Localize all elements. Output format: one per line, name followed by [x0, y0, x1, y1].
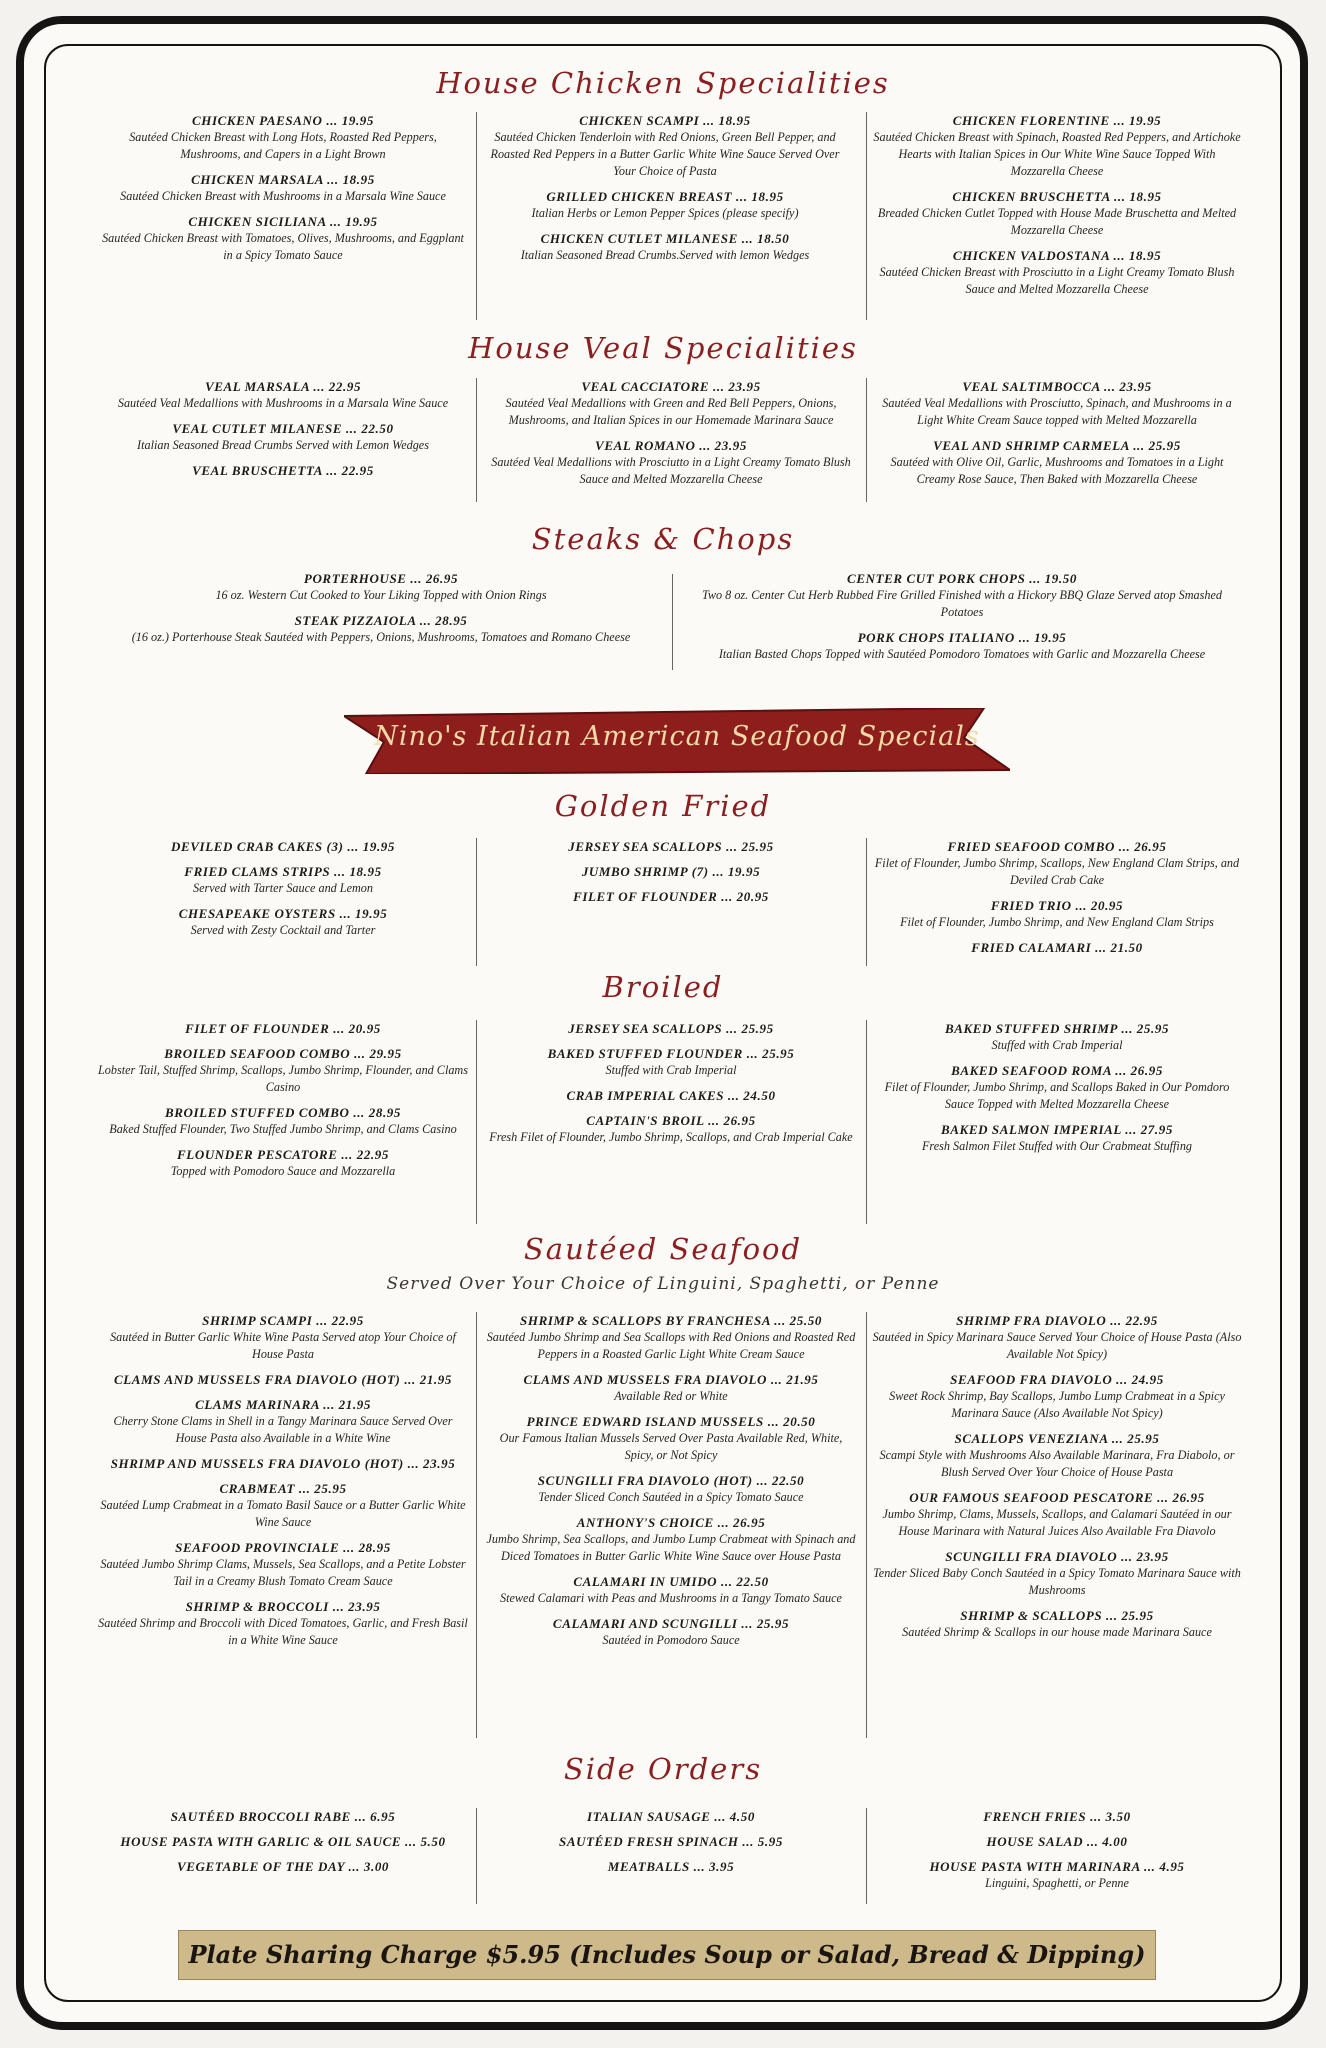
menu-item-name-price: SHRIMP SCAMPI ... 22.95 [202, 1313, 364, 1328]
menu-item [484, 1472, 858, 1506]
menu-item-name-price: VEAL CUTLET MILANESE ... 22.50 [172, 421, 394, 436]
menu-item [98, 863, 468, 897]
steaks-column-1 [96, 570, 666, 654]
menu-item [98, 1146, 468, 1180]
menu-item-name-price: CLAMS MARINARA ... 21.95 [195, 1397, 371, 1412]
menu-item [484, 1312, 858, 1363]
menu-item-name-price: FRIED SEAFOOD COMBO ... 26.95 [947, 839, 1167, 854]
menu-item-name-price: CHICKEN SCAMPI ... 18.95 [579, 113, 751, 128]
menu-item-name-price: VEAL MARSALA ... 22.95 [204, 379, 362, 394]
menu-item [872, 188, 1242, 239]
column-divider [866, 838, 867, 966]
menu-item [484, 1413, 858, 1464]
menu-item [872, 1808, 1242, 1825]
menu-item-description: Sautéed Jumbo Shrimp Clams, Mussels, Sea Scallops, and a Petite Lobster Tail in a Creamy Blush Tomato Cream Sauce [100, 1557, 466, 1588]
menu-item-description: Scampi Style with Mushrooms Also Available Marinara, Fra Diabolo, or Blush Served Over Your Choice of House Pasta [879, 1448, 1235, 1479]
menu-item [872, 247, 1242, 298]
menu-item-name-price: CHICKEN PAESANO ... 19.95 [192, 113, 374, 128]
side-orders-column-2 [484, 1808, 858, 1883]
menu-item-description: Sautéed Veal Medallions with Mushrooms in a Marsala Wine Sauce [117, 396, 449, 410]
menu-item [872, 1062, 1242, 1113]
menu-item-name-price: HOUSE SALAD ... 4.00 [986, 1834, 1128, 1849]
menu-item [872, 1489, 1242, 1540]
menu-item [484, 863, 858, 880]
menu-item-description: (16 oz.) Porterhouse Steak Sautéed with Peppers, Onions, Mushrooms, Tomatoes and Romano Cheese [131, 630, 631, 644]
menu-item-description: Sautéed Shrimp and Broccoli with Diced Tomatoes, Garlic, and Fresh Basil in a White Wine Sauce [98, 1616, 468, 1647]
menu-item-name-price: SHRIMP & BROCCOLI ... 23.95 [185, 1599, 381, 1614]
menu-item-name-price: PORTERHOUSE ... 26.95 [303, 571, 459, 586]
veal-column-1 [98, 378, 468, 487]
menu-item [98, 462, 468, 479]
menu-item [680, 629, 1244, 663]
column-divider [476, 378, 477, 502]
menu-item-name-price: VEAL ROMANO ... 23.95 [595, 438, 747, 453]
menu-item [98, 1371, 468, 1388]
column-divider [476, 1312, 477, 1738]
menu-item-name-price: FRIED CLAMS STRIPS ... 18.95 [184, 864, 382, 879]
menu-item [98, 1598, 468, 1649]
menu-item-description: Jumbo Shrimp, Clams, Mussels, Scallops, and Calamari Sautéed in our House Marinara with Natural Juices Also Available Fra Diavolo [882, 1507, 1232, 1538]
menu-item [98, 1396, 468, 1447]
menu-item-name-price: CHESAPEAKE OYSTERS ... 19.95 [178, 906, 388, 921]
menu-item-description: Linguini, Spaghetti, or Penne [985, 1876, 1129, 1890]
column-divider [672, 574, 673, 670]
sauteed-subtitle: Served Over Your Choice of Linguini, Spaghetti, or Penne [386, 1274, 940, 1294]
menu-item-name-price: CAPTAIN'S BROIL ... 26.95 [586, 1113, 756, 1128]
menu-item [872, 112, 1242, 180]
menu-item [98, 905, 468, 939]
menu-item-description: Lobster Tail, Stuffed Shrimp, Scallops, Jumbo Shrimp, Flounder, and Clams Casino [98, 1063, 468, 1094]
menu-item-name-price: STEAK PIZZAIOLA ... 28.95 [294, 613, 468, 628]
menu-item [98, 1455, 468, 1472]
menu-item-description: Sautéed Shrimp & Scallops in our house made Marinara Sauce [902, 1625, 1212, 1639]
menu-item-name-price: CHICKEN VALDOSTANA ... 18.95 [952, 248, 1162, 263]
menu-item [98, 1833, 468, 1850]
menu-item-name-price: ITALIAN SAUSAGE ... 4.50 [587, 1809, 755, 1824]
menu-item [484, 1087, 858, 1104]
menu-item-description: Sautéed in Spicy Marinara Sauce Served Your Choice of House Pasta (Also Available Not Spicy) [872, 1330, 1242, 1361]
menu-item-name-price: SAUTÉED BROCCOLI RABE ... 6.95 [170, 1809, 396, 1824]
menu-item-description: Tender Sliced Conch Sautéed in a Spicy Tomato Sauce [538, 1490, 804, 1504]
menu-item-name-price: FILET OF FLOUNDER ... 20.95 [185, 1021, 381, 1036]
menu-item-description: Stuffed with Crab Imperial [605, 1063, 737, 1077]
menu-item-name-price: CHICKEN FLORENTINE ... 19.95 [952, 113, 1162, 128]
menu-item [872, 378, 1242, 429]
menu-item-description: Sautéed with Olive Oil, Garlic, Mushrooms and Tomatoes in a Light Creamy Rose Sauce, Then Baked with Mozzarella Cheese [890, 455, 1224, 486]
menu-item [872, 939, 1242, 956]
menu-item-name-price: SHRIMP & SCALLOPS ... 25.95 [960, 1608, 1154, 1623]
sauteed-column-3 [872, 1312, 1242, 1649]
menu-item-name-price: FLOUNDER PESCATORE ... 22.95 [177, 1147, 389, 1162]
menu-item-description: Two 8 oz. Center Cut Herb Rubbed Fire Grilled Finished with a Hickory BBQ Glaze Served atop Smashed Potatoes [702, 588, 1222, 619]
menu-item-description: Filet of Flounder, Jumbo Shrimp, and Scallops Baked in Our Pomdoro Sauce Topped with Melted Mozzarella Cheese [884, 1080, 1230, 1111]
menu-item [872, 1833, 1242, 1850]
menu-item [484, 1833, 858, 1850]
chicken-column-3 [872, 112, 1242, 306]
menu-item-name-price: SHRIMP FRA DIAVOLO ... 22.95 [956, 1313, 1158, 1328]
golden-fried-column-3 [872, 838, 1242, 964]
menu-item [96, 612, 666, 646]
menu-item [484, 1573, 858, 1607]
menu-item [484, 1045, 858, 1079]
menu-item [98, 1480, 468, 1531]
golden-fried-section-title: Golden Fried [554, 789, 772, 823]
side-orders-column-1 [98, 1808, 468, 1883]
menu-item-name-price: CLAMS AND MUSSELS FRA DIAVOLO (HOT) ... 21.95 [114, 1372, 452, 1387]
menu-item-name-price: VEGETABLE OF THE DAY ... 3.00 [176, 1859, 390, 1874]
menu-item-description: Topped with Pomodoro Sauce and Mozzarella [170, 1164, 396, 1178]
menu-item-description: Tender Sliced Baby Conch Sautéed in a Spicy Tomato Marinara Sauce with Mushrooms [873, 1566, 1241, 1597]
menu-item [484, 112, 846, 180]
column-divider [476, 1020, 477, 1224]
menu-item-name-price: CRAB IMPERIAL CAKES ... 24.50 [566, 1088, 776, 1103]
veal-section-title: House Veal Specialities [468, 331, 858, 365]
menu-item-description: Breaded Chicken Cutlet Topped with House Made Bruschetta and Melted Mozzarella Cheese [877, 206, 1237, 237]
menu-item-name-price: CHICKEN MARSALA ... 18.95 [191, 172, 375, 187]
menu-item-description: Sautéed in Pomodoro Sauce [602, 1633, 740, 1647]
menu-item-name-price: CLAMS AND MUSSELS FRA DIAVOLO ... 21.95 [523, 1372, 819, 1387]
menu-item-name-price: BAKED STUFFED FLOUNDER ... 25.95 [547, 1046, 795, 1061]
sauteed-column-1 [98, 1312, 468, 1657]
menu-item-name-price: VEAL AND SHRIMP CARMELA ... 25.95 [933, 438, 1181, 453]
menu-item-name-price: SCUNGILLI FRA DIAVOLO (HOT) ... 22.50 [537, 1473, 805, 1488]
column-divider [476, 838, 477, 966]
menu-item-description: Sautéed Chicken Breast with Tomatoes, Olives, Mushrooms, and Eggplant in a Spicy Tomato Sauce [102, 231, 464, 262]
menu-item-description: Available Red or White [614, 1389, 728, 1403]
column-divider [866, 1808, 867, 1904]
menu-item [872, 437, 1242, 488]
sauteed-section-title: Sautéed Seafood [523, 1232, 803, 1266]
menu-item-name-price: FRENCH FRIES ... 3.50 [983, 1809, 1131, 1824]
menu-item-description: Sautéed Chicken Breast with Prosciutto in a Light Creamy Tomato Blush Sauce and Melted Mozzarella Cheese [879, 265, 1235, 296]
menu-item-name-price: VEAL CACCIATORE ... 23.95 [581, 379, 761, 394]
menu-item-name-price: VEAL BRUSCHETTA ... 22.95 [192, 463, 374, 478]
chicken-column-2 [484, 112, 846, 272]
menu-item-name-price: JERSEY SEA SCALLOPS ... 25.95 [568, 1021, 774, 1036]
veal-column-3 [872, 378, 1242, 496]
menu-item [872, 1371, 1242, 1422]
menu-item-name-price: SEAFOOD PROVINCIALE ... 28.95 [175, 1540, 391, 1555]
menu-item [484, 1020, 858, 1037]
menu-item-description: Our Famous Italian Mussels Served Over Pasta Available Red, White, Spicy, or Not Spicy [499, 1431, 843, 1462]
menu-item [484, 188, 846, 222]
menu-item [98, 1858, 468, 1875]
menu-item-description: Filet of Flounder, Jumbo Shrimp, and New England Clam Strips [900, 915, 1214, 929]
menu-item-name-price: GRILLED CHICKEN BREAST ... 18.95 [546, 189, 784, 204]
golden-fried-column-2 [484, 838, 858, 913]
menu-item [484, 1514, 858, 1565]
column-divider [476, 1808, 477, 1904]
menu-item-name-price: BAKED SALMON IMPERIAL ... 27.95 [941, 1122, 1173, 1137]
menu-item-name-price: PRINCE EDWARD ISLAND MUSSELS ... 20.50 [526, 1414, 816, 1429]
menu-item-name-price: CALAMARI IN UMIDO ... 22.50 [573, 1574, 769, 1589]
side-orders-section-title: Side Orders [563, 1752, 763, 1786]
broiled-section-title: Broiled [602, 970, 724, 1004]
steaks-column-2 [680, 570, 1244, 671]
menu-item-description: Stewed Calamari with Peas and Mushrooms in a Tangy Tomato Sauce [500, 1591, 842, 1605]
menu-item-description: Sautéed Veal Medallions with Prosciutto in a Light Creamy Tomato Blush Sauce and Melted Mozzarella Cheese [491, 455, 851, 486]
menu-item-name-price: OUR FAMOUS SEAFOOD PESCATORE ... 26.95 [909, 1490, 1205, 1505]
menu-item [872, 1430, 1242, 1481]
menu-item-description: Fresh Filet of Flounder, Jumbo Shrimp, Scallops, and Crab Imperial Cake [489, 1130, 853, 1144]
menu-item-name-price: SEAFOOD FRA DIAVOLO ... 24.95 [950, 1372, 1164, 1387]
column-divider [866, 378, 867, 502]
golden-fried-column-1 [98, 838, 468, 947]
menu-item-description: Sautéed Chicken Breast with Spinach, Roasted Red Peppers, and Artichoke Hearts with Italian Spices in Our White Wine Sauce Topped With Mozzarella Cheese [873, 130, 1241, 178]
sauteed-column-2 [484, 1312, 858, 1657]
menu-item [872, 897, 1242, 931]
menu-item [98, 838, 468, 855]
menu-item-name-price: HOUSE PASTA WITH GARLIC & OIL SAUCE ... 5.50 [120, 1834, 446, 1849]
chicken-column-1 [98, 112, 468, 272]
menu-item [484, 378, 858, 429]
menu-item [98, 1808, 468, 1825]
menu-item-description: Italian Herbs or Lemon Pepper Spices (please specify) [531, 206, 799, 220]
menu-item-name-price: ANTHONY'S CHOICE ... 26.95 [576, 1515, 766, 1530]
menu-item [484, 1808, 858, 1825]
menu-item-description: Sweet Rock Shrimp, Bay Scallops, Jumbo Lump Crabmeat in a Spicy Marinara Sauce (Also Available Not Spicy) [889, 1389, 1225, 1420]
menu-item-name-price: SCUNGILLI FRA DIAVOLO ... 23.95 [945, 1549, 1169, 1564]
menu-item-name-price: FILET OF FLOUNDER ... 20.95 [573, 889, 769, 904]
menu-item [872, 1312, 1242, 1363]
menu-item-description: Served with Tarter Sauce and Lemon [193, 881, 373, 895]
menu-item-name-price: MEATBALLS ... 3.95 [607, 1859, 735, 1874]
menu-item-name-price: BAKED STUFFED SHRIMP ... 25.95 [944, 1021, 1170, 1036]
menu-item [872, 1020, 1242, 1054]
menu-item [484, 888, 858, 905]
menu-item-name-price: CENTER CUT PORK CHOPS ... 19.50 [847, 571, 1077, 586]
menu-item-description: Sautéed Lump Crabmeat in a Tomato Basil Sauce or a Butter Garlic White Wine Sauce [100, 1498, 466, 1529]
menu-item-name-price: CHICKEN SICILIANA ... 19.95 [188, 214, 378, 229]
menu-item [98, 1104, 468, 1138]
menu-item [484, 1858, 858, 1875]
menu-item-description: Fresh Salmon Filet Stuffed with Our Crabmeat Stuffing [921, 1139, 1193, 1153]
menu-item-name-price: SCALLOPS VENEZIANA ... 25.95 [954, 1431, 1160, 1446]
menu-item [872, 838, 1242, 889]
column-divider [476, 112, 477, 320]
menu-item [98, 420, 468, 454]
menu-item-name-price: CRABMEAT ... 25.95 [219, 1481, 347, 1496]
menu-item [484, 1112, 858, 1146]
menu-item-name-price: SHRIMP & SCALLOPS BY FRANCHESA ... 25.50 [520, 1313, 822, 1328]
menu-item [98, 1045, 468, 1096]
menu-item [872, 1548, 1242, 1599]
menu-item [872, 1607, 1242, 1641]
menu-item-description: Stuffed with Crab Imperial [991, 1038, 1123, 1052]
menu-item [680, 570, 1244, 621]
menu-item [98, 1539, 468, 1590]
menu-item [96, 570, 666, 604]
broiled-column-1 [98, 1020, 468, 1188]
menu-item-description: Sautéed Chicken Breast with Mushrooms in a Marsala Wine Sauce [120, 189, 446, 203]
steaks-section-title: Steaks & Chops [531, 522, 795, 556]
menu-item-name-price: VEAL SALTIMBOCCA ... 23.95 [962, 379, 1152, 394]
menu-item-description: Sautéed Veal Medallions with Green and Red Bell Peppers, Onions, Mushrooms, and Italian Spices in our Homemade Marinara Sauce [505, 396, 837, 427]
menu-item [98, 378, 468, 412]
menu-item [484, 1615, 858, 1649]
menu-item [98, 1020, 468, 1037]
menu-item-name-price: BROILED SEAFOOD COMBO ... 29.95 [164, 1046, 402, 1061]
column-divider [866, 112, 867, 320]
menu-item-description: Sautéed Chicken Breast with Long Hots, Roasted Red Peppers, Mushrooms, and Capers in a Light Brown [129, 130, 437, 161]
menu-item [872, 1121, 1242, 1155]
menu-item-description: Sautéed Chicken Tenderloin with Red Onions, Green Bell Pepper, and Roasted Red Peppers in a Butter Garlic White Wine Sauce Served Over Your Choice of Pasta [490, 130, 840, 178]
menu-item [98, 112, 468, 163]
menu-item-description: 16 oz. Western Cut Cooked to Your Liking Topped with Onion Rings [215, 588, 547, 602]
menu-item [484, 838, 858, 855]
menu-item-name-price: SAUTÉED FRESH SPINACH ... 5.95 [559, 1834, 783, 1849]
broiled-column-3 [872, 1020, 1242, 1163]
menu-item [98, 171, 468, 205]
menu-item-description: Baked Stuffed Flounder, Two Stuffed Jumbo Shrimp, and Clams Casino [109, 1122, 457, 1136]
menu-item-name-price: FRIED CALAMARI ... 21.50 [971, 940, 1143, 955]
menu-item-description: Italian Seasoned Bread Crumbs Served with Lemon Wedges [137, 438, 429, 452]
menu-item-name-price: BROILED STUFFED COMBO ... 28.95 [164, 1105, 402, 1120]
menu-item-description: Sautéed Veal Medallions with Prosciutto, Spinach, and Mushrooms in a Light White Cream Sauce topped with Melted Mozzarella [882, 396, 1232, 427]
seafood-banner-text: Nino's Italian American Seafood Specials [374, 721, 980, 752]
menu-item-name-price: DEVILED CRAB CAKES (3) ... 19.95 [171, 839, 395, 854]
menu-item-description: Italian Basted Chops Topped with Sautéed Pomodoro Tomatoes with Garlic and Mozzarella Cheese [718, 647, 1206, 661]
menu-item-name-price: FRIED TRIO ... 20.95 [990, 898, 1124, 913]
broiled-column-2 [484, 1020, 858, 1154]
menu-item [872, 1858, 1242, 1892]
menu-item-description: Cherry Stone Clams in Shell in a Tangy Marinara Sauce Served Over House Pasta also Available in a White Wine [113, 1414, 453, 1445]
veal-column-2 [484, 378, 858, 496]
menu-item-description: Sautéed in Butter Garlic White Wine Pasta Served atop Your Choice of House Pasta [110, 1330, 456, 1361]
column-divider [866, 1312, 867, 1738]
chicken-section-title: House Chicken Specialities [436, 66, 890, 100]
menu-item-name-price: JERSEY SEA SCALLOPS ... 25.95 [568, 839, 774, 854]
side-orders-column-3 [872, 1808, 1242, 1900]
menu-item-name-price: CALAMARI AND SCUNGILLI ... 25.95 [552, 1616, 790, 1631]
menu-item [484, 1371, 858, 1405]
menu-item-name-price: PORK CHOPS ITALIANO ... 19.95 [857, 630, 1067, 645]
menu-item [484, 230, 846, 264]
plate-sharing-charge-banner: Plate Sharing Charge $5.95 (Includes Soup or Salad, Bread & Dipping) [178, 1930, 1156, 1980]
menu-item-name-price: BAKED SEAFOOD ROMA ... 26.95 [951, 1063, 1163, 1078]
menu-item-name-price: SHRIMP AND MUSSELS FRA DIAVOLO (HOT) ... 23.95 [110, 1456, 456, 1471]
menu-item-name-price: CHICKEN BRUSCHETTA ... 18.95 [952, 189, 1162, 204]
menu-item [98, 1312, 468, 1363]
menu-item-description: Sautéed Jumbo Shrimp and Sea Scallops with Red Onions and Roasted Red Peppers in a Roasted Garlic Light White Cream Sauce [486, 1330, 856, 1361]
column-divider [866, 1020, 867, 1224]
menu-item-description: Served with Zesty Cocktail and Tarter [190, 923, 376, 937]
menu-item-name-price: JUMBO SHRIMP (7) ... 19.95 [581, 864, 761, 879]
menu-item-description: Filet of Flounder, Jumbo Shrimp, Scallops, New England Clam Strips, and Deviled Crab Cake [874, 856, 1240, 887]
menu-item-description: Jumbo Shrimp, Sea Scallops, and Jumbo Lump Crabmeat with Spinach and Diced Tomatoes in Butter Garlic White Wine Sauce over House Pasta [486, 1532, 856, 1563]
menu-item-name-price: CHICKEN CUTLET MILANESE ... 18.50 [540, 231, 790, 246]
menu-item-description: Italian Seasoned Bread Crumbs.Served with lemon Wedges [520, 248, 810, 262]
menu-item-name-price: HOUSE PASTA WITH MARINARA ... 4.95 [929, 1859, 1185, 1874]
menu-item [98, 213, 468, 264]
menu-item [484, 437, 858, 488]
